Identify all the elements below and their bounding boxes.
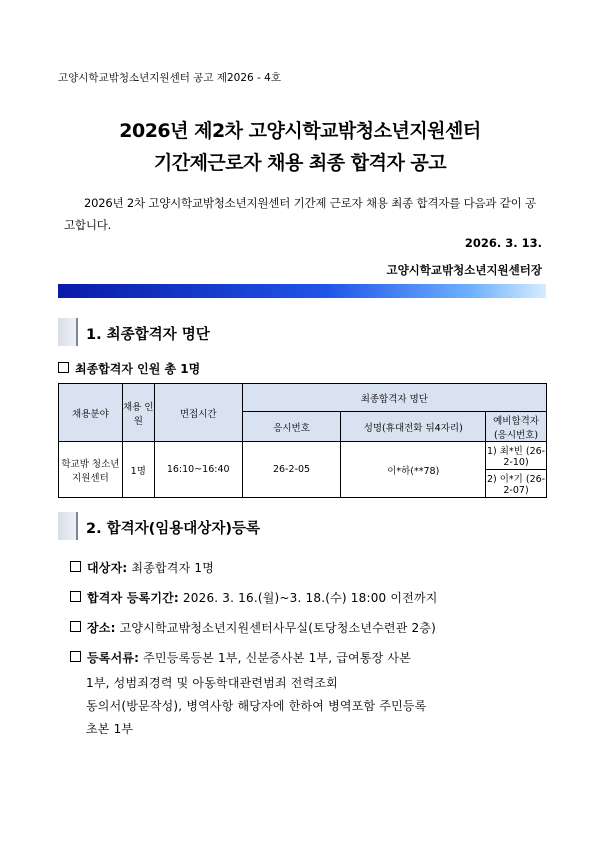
intro-paragraph: 2026년 2차 고양시학교밖청소년지원센터 기간제 근로자 채용 최종 합격자를 다음과 같이 공고합니다. xyxy=(64,196,536,232)
notice-number: 고양시학교밖청소년지원센터 공고 제2026 - 4호 xyxy=(58,72,281,84)
header-field: 채용분야 xyxy=(59,384,123,442)
cell-name: 이*하(**78) xyxy=(341,442,486,498)
section-1-title: 1. 최종합격자 명단 xyxy=(86,327,210,343)
section-1-header xyxy=(58,318,548,346)
cell-count: 1명 xyxy=(122,442,154,498)
title-line-2: 기간제근로자 채용 최종 합격자 공고 xyxy=(153,152,447,174)
announcement-date: 2026. 3. 13. xyxy=(464,236,542,250)
list-item: 대상자: 최종합격자 1명 xyxy=(70,559,214,576)
checkbox-bullet-icon xyxy=(58,362,69,373)
title-line-1: 2026년 제2차 고양시학교밖청소년지원센터 xyxy=(119,120,481,142)
header-reserve: 예비합격자 (응시번호) xyxy=(486,412,547,442)
documents-continued: 동의서(방문작성), 병역사항 해당자에 한하여 병역포함 주민등록 xyxy=(86,699,427,713)
checkbox-bullet-icon xyxy=(70,651,81,662)
list-item: 합격자 등록기간: 2026. 3. 16.(월)~3. 18.(수) 18:00 이전까지 xyxy=(70,589,438,606)
cell-reserve-1: 1) 최*빈 (26-2-10) xyxy=(486,442,547,470)
section-2-title: 2. 합격자(임용대상자)등록 xyxy=(86,521,260,537)
documents-continued: 1부, 성범죄경력 및 아동학대관련범죄 전력조회 xyxy=(86,676,338,690)
cell-field: 학교밖 청소년 지원센터 xyxy=(59,442,123,498)
decorative-gradient-bar xyxy=(58,284,546,298)
checkbox-bullet-icon xyxy=(70,591,81,602)
finalist-table xyxy=(58,383,547,498)
section-2-header xyxy=(58,512,548,540)
cell-reserve-2: 2) 이*기 (26-2-07) xyxy=(486,470,547,498)
issuer: 고양시학교밖청소년지원센터장 xyxy=(386,263,542,277)
checkbox-bullet-icon xyxy=(70,621,81,632)
section-marker xyxy=(58,512,78,540)
cell-exam-number: 26-2-05 xyxy=(242,442,341,498)
list-item: 장소: 고양시학교밖청소년지원센터사무실(토당청소년수련관 2층) xyxy=(70,619,436,636)
list-item: 등록서류: 주민등록등본 1부, 신분증사본 1부, 급여통장 사본 xyxy=(70,649,411,666)
cell-time: 16:10~16:40 xyxy=(154,442,242,498)
documents-continued: 초본 1부 xyxy=(86,722,134,736)
section-marker xyxy=(58,318,78,346)
total-count-line: 최종합격자 인원 총 1명 xyxy=(58,360,200,377)
header-group: 최종합격자 명단 xyxy=(242,384,546,412)
header-time: 면접시간 xyxy=(154,384,242,442)
header-exam-number: 응시번호 xyxy=(242,412,341,442)
header-name: 성명(휴대전화 뒤4자리) xyxy=(341,412,486,442)
checkbox-bullet-icon xyxy=(70,561,81,572)
header-count: 채용 인원 xyxy=(122,384,154,442)
